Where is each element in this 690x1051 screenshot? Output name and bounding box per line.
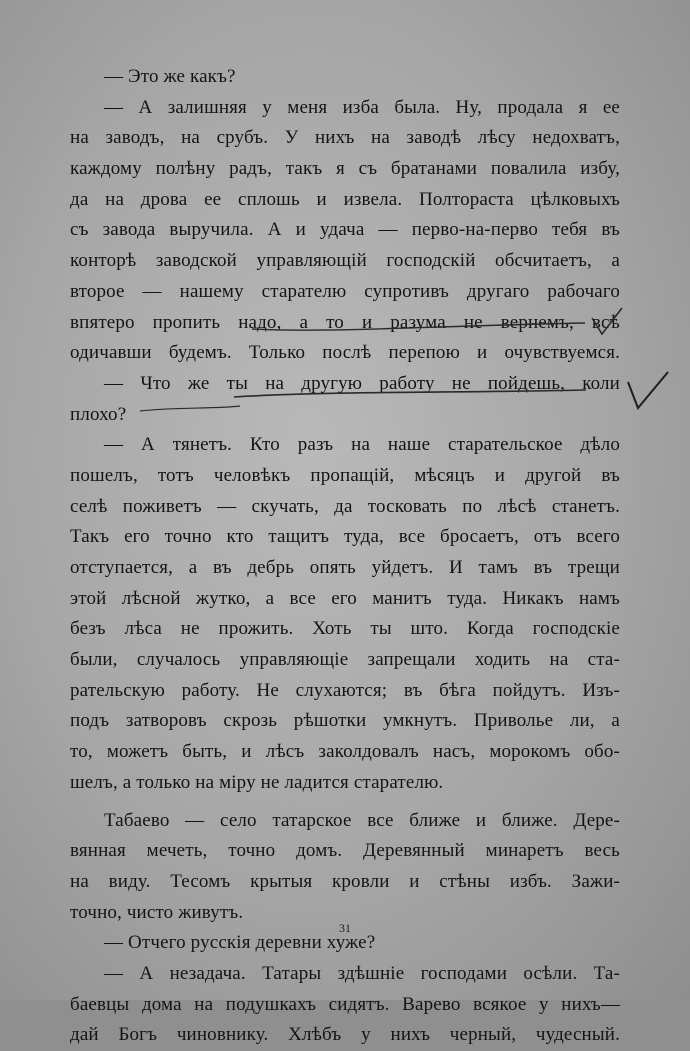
text-line: отступается, а въ дебрь опять уйдетъ. И тамъ въ трещи [70,557,620,578]
text-line: то, можетъ быть, и лѣсъ заколдовалъ насъ, морокомъ обо- [70,741,620,763]
text-line: — Отчего русскія деревни хуже? [104,932,376,954]
text-line: пошелъ, тотъ человѣкъ пропащій, мѣсяцъ и другой въ [70,464,620,486]
text-line: одичавши будемъ. Только послѣ перепою и очувствуемся. [70,342,620,364]
text-line: вянная мечеть, точно домъ. Деревянный минаретъ весь [70,840,620,862]
text-line: плохо? [70,403,127,425]
text-line: на виду. Тесомъ крытыя кровли и стѣны избъ. Зажи- [70,870,620,892]
text-line: рательскую работу. Не слухаются; въ бѣга пойдутъ. Изъ- [70,679,620,701]
text-line: точно, чисто живутъ. [70,901,244,923]
checkmark-icon [628,372,668,408]
page-text [70,62,620,1051]
text-line: съ завода выручила. А и удача — перво-на-перво тебя въ [70,219,620,241]
text-line: — А незадача. Татары здѣшніе господами осѣли. Та- [104,962,620,984]
text-line: шелъ, а только на міру не ладится старателю. [70,771,444,793]
text-line: этой лѣсной жутко, а все его манитъ туда. Никакъ намъ [70,587,620,609]
text-line: селѣ поживетъ — скучать, да тосковать по лѣсѣ станетъ. [70,495,620,517]
text-line: на заводъ, на срубъ. У нихъ на заводѣ лѣсу недохватъ, [70,127,620,149]
text-line: впятеро пропить надо, а то и разума не вернемъ, всѣ [70,311,620,333]
text-line: были, случалось управляющіе запрещали ходить на ста- [70,649,620,671]
text-line: дай Богъ чиновнику. Хлѣбъ у нихъ черный, чудесный. [70,1024,620,1046]
text-line: Такъ его точно кто тащитъ туда, все бросаетъ, отъ всего [70,526,620,548]
text-line: каждому полѣну радъ, такъ я съ братанами повалила избу, [70,158,620,180]
text-line: — Что же ты на другую работу не пойдешь, коли [104,372,620,394]
text-line: — А тянетъ. Кто разъ на наше старательское дѣло [104,434,620,456]
text-line: — Это же какъ? [104,66,236,87]
text-line: конторѣ заводской управляющій господскій обсчитаетъ, а [70,250,620,272]
text-line: баевцы дома на подушкахъ сидятъ. Варево всякое у нихъ— [70,993,620,1015]
page-number: 31 [339,921,351,935]
text-line: второе — нашему старателю супротивъ другаго рабочаго [70,280,620,302]
text-line: безъ лѣса не прожить. Хоть ты што. Когда господскіе [70,618,620,640]
text-line: подъ затворовъ скрозь рѣшотки умкнутъ. Приволье ли, а [70,710,620,732]
text-line: Табаево — село татарское все ближе и ближе. Дере- [104,809,620,831]
text-line: — А залишняя у меня изба была. Ну, продала я ее [104,96,620,118]
paragraph-gap [70,799,620,806]
text-line: да на дрова ее сплошь и извела. Полтораста цѣлковыхъ [70,188,620,210]
